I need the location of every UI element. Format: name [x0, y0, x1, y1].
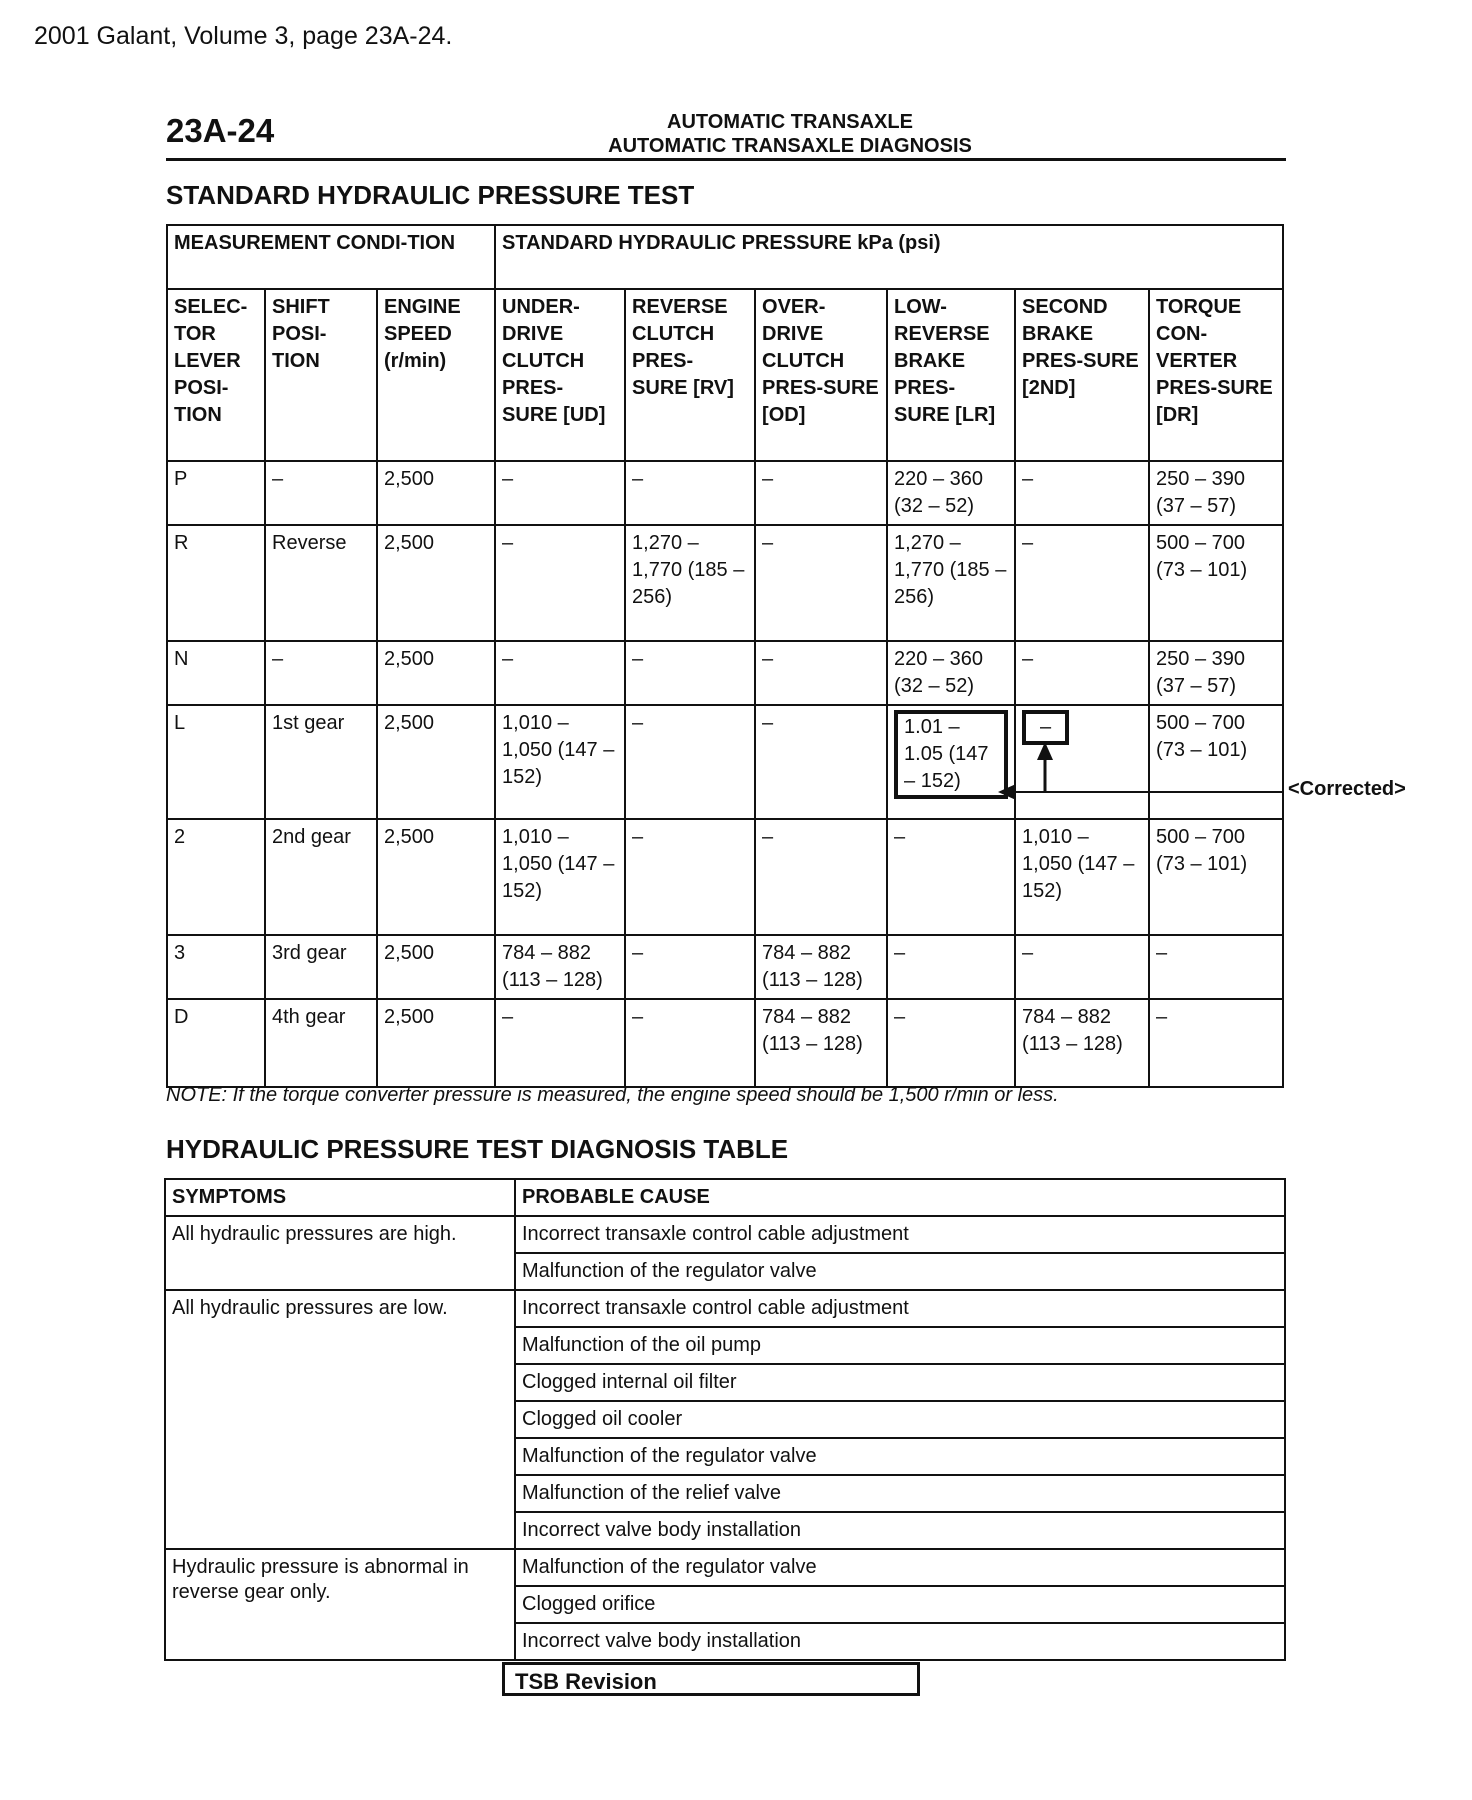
page-number: 23A-24 [166, 112, 275, 149]
table-cell: – [495, 999, 625, 1087]
table-cell: – [625, 819, 755, 935]
cause-cell: Incorrect transaxle control cable adjustment [515, 1290, 1285, 1327]
table-cell: 220 – 360 (32 – 52) [887, 641, 1015, 705]
table-cell: – [495, 525, 625, 641]
symptom-cell: Hydraulic pressure is abnormal in reverse gear only. [165, 1549, 515, 1660]
table-cell: 1,270 – 1,770 (185 – 256) [887, 525, 1015, 641]
table-cell: – [887, 999, 1015, 1087]
table-cell: – [1149, 935, 1283, 999]
cause-cell: Malfunction of the regulator valve [515, 1438, 1285, 1475]
group-header-condition: MEASUREMENT CONDI-TION [167, 225, 495, 289]
table-row [165, 1290, 1285, 1327]
cause-cell: Incorrect transaxle control cable adjustment [515, 1216, 1285, 1253]
table-cell: – [887, 819, 1015, 935]
table-cell: 1,010 – 1,050 (147 – 152) [495, 819, 625, 935]
cause-cell: Clogged internal oil filter [515, 1364, 1285, 1401]
table-cell: – [625, 641, 755, 705]
table-cell: – [495, 641, 625, 705]
table-cell: – [1015, 461, 1149, 525]
table-cell: R [167, 525, 265, 641]
header-symptoms: SYMPTOMS [165, 1179, 515, 1216]
cause-cell: Malfunction of the oil pump [515, 1327, 1285, 1364]
table-cell: – [495, 461, 625, 525]
table-cell: – [625, 999, 755, 1087]
column-header: SHIFT POSI-TION [265, 289, 377, 461]
header-probable-cause: PROBABLE CAUSE [515, 1179, 1285, 1216]
column-header: ENGINE SPEED (r/min) [377, 289, 495, 461]
table-cell: 250 – 390 (37 – 57) [1149, 461, 1283, 525]
table-cell: 3 [167, 935, 265, 999]
column-header: REVERSE CLUTCH PRES-SURE [RV] [625, 289, 755, 461]
table-cell: 2,500 [377, 461, 495, 525]
table-cell: 1,270 – 1,770 (185 – 256) [625, 525, 755, 641]
table-cell: – [1015, 935, 1149, 999]
table-cell: – [625, 705, 755, 819]
table-cell: – [755, 461, 887, 525]
column-header: LOW-REVERSE BRAKE PRES-SURE [LR] [887, 289, 1015, 461]
table-cell: P [167, 461, 265, 525]
table-cell: – [1015, 525, 1149, 641]
table-row [165, 1549, 1285, 1586]
table-cell: – [755, 819, 887, 935]
table-cell: 784 – 882 (113 – 128) [495, 935, 625, 999]
symptom-cell: All hydraulic pressures are high. [165, 1216, 515, 1290]
table-cell: 250 – 390 (37 – 57) [1149, 641, 1283, 705]
column-header: SECOND BRAKE PRES-SURE [2ND] [1015, 289, 1149, 461]
table-cell: L [167, 705, 265, 819]
arrow-up-icon [1037, 742, 1053, 760]
table-cell: 1,010 – 1,050 (147 – 152) [1015, 819, 1149, 935]
table-cell: Reverse [265, 525, 377, 641]
column-header: OVER-DRIVE CLUTCH PRES-SURE [OD] [755, 289, 887, 461]
group-header-pressure: STANDARD HYDRAULIC PRESSURE kPa (psi) [495, 225, 1283, 289]
table-cell: 4th gear [265, 999, 377, 1087]
document-header: 2001 Galant, Volume 3, page 23A-24. [34, 22, 453, 50]
cause-cell: Clogged oil cooler [515, 1401, 1285, 1438]
table-cell: N [167, 641, 265, 705]
cause-cell: Malfunction of the regulator valve [515, 1253, 1285, 1290]
column-header: UNDER-DRIVE CLUTCH PRES-SURE [UD] [495, 289, 625, 461]
cause-cell: Clogged orifice [515, 1586, 1285, 1623]
table-cell: – [265, 461, 377, 525]
corrected-value-box: 1.01 – 1.05 (147 – 152) [894, 710, 1008, 799]
table-cell: – [887, 935, 1015, 999]
cause-cell: Incorrect valve body installation [515, 1512, 1285, 1549]
table-cell: 2,500 [377, 525, 495, 641]
table-cell: 2,500 [377, 999, 495, 1087]
table-cell: – [1149, 999, 1283, 1087]
arrow-left-icon [998, 784, 1016, 800]
table-cell: 500 – 700 (73 – 101) [1149, 819, 1283, 935]
table-cell: – [265, 641, 377, 705]
cause-cell: Incorrect valve body installation [515, 1623, 1285, 1660]
cause-cell: Malfunction of the relief valve [515, 1475, 1285, 1512]
highlighted-dash-box: – [1022, 710, 1069, 745]
table-cell: – [755, 525, 887, 641]
table-cell: 2nd gear [265, 819, 377, 935]
section-title-pressure-test: STANDARD HYDRAULIC PRESSURE TEST [166, 180, 695, 210]
table-cell: 784 – 882 (113 – 128) [755, 935, 887, 999]
table-cell: 2,500 [377, 705, 495, 819]
column-header: TORQUE CON-VERTER PRES-SURE [DR] [1149, 289, 1283, 461]
tsb-revision-box: TSB Revision [502, 1662, 920, 1696]
torque-note: NOTE: If the torque converter pressure is measured, the engine speed should be 1,500 r/min or less. [166, 1084, 1059, 1106]
corrected-label: <Corrected> [1288, 778, 1406, 800]
chapter-line-1: AUTOMATIC TRANSAXLE [667, 111, 913, 133]
table-cell: 2,500 [377, 819, 495, 935]
table-cell: 1st gear [265, 705, 377, 819]
diagnosis-table [164, 1178, 1286, 1661]
table-cell: 784 – 882 (113 – 128) [755, 999, 887, 1087]
table-cell: – [755, 641, 887, 705]
table-cell: 2,500 [377, 641, 495, 705]
table-cell: – [1015, 641, 1149, 705]
chapter-line-2: AUTOMATIC TRANSAXLE DIAGNOSIS [608, 135, 972, 157]
table-cell: 1,010 – 1,050 (147 – 152) [495, 705, 625, 819]
table-cell: D [167, 999, 265, 1087]
table-cell: 500 – 700 (73 – 101) [1149, 525, 1283, 641]
table-row [165, 1216, 1285, 1253]
table-cell: 500 – 700 (73 – 101) [1149, 705, 1283, 819]
table-cell: 220 – 360 (32 – 52) [887, 461, 1015, 525]
table-cell: – [755, 705, 887, 819]
table-cell: 2 [167, 819, 265, 935]
table-cell: 2,500 [377, 935, 495, 999]
symptom-cell: All hydraulic pressures are low. [165, 1290, 515, 1549]
table-cell: 3rd gear [265, 935, 377, 999]
cause-cell: Malfunction of the regulator valve [515, 1549, 1285, 1586]
table-cell: – [625, 935, 755, 999]
column-header: SELEC-TOR LEVER POSI-TION [167, 289, 265, 461]
table-cell: – [625, 461, 755, 525]
section-title-diagnosis: HYDRAULIC PRESSURE TEST DIAGNOSIS TABLE [166, 1134, 789, 1164]
table-cell: 784 – 882 (113 – 128) [1015, 999, 1149, 1087]
